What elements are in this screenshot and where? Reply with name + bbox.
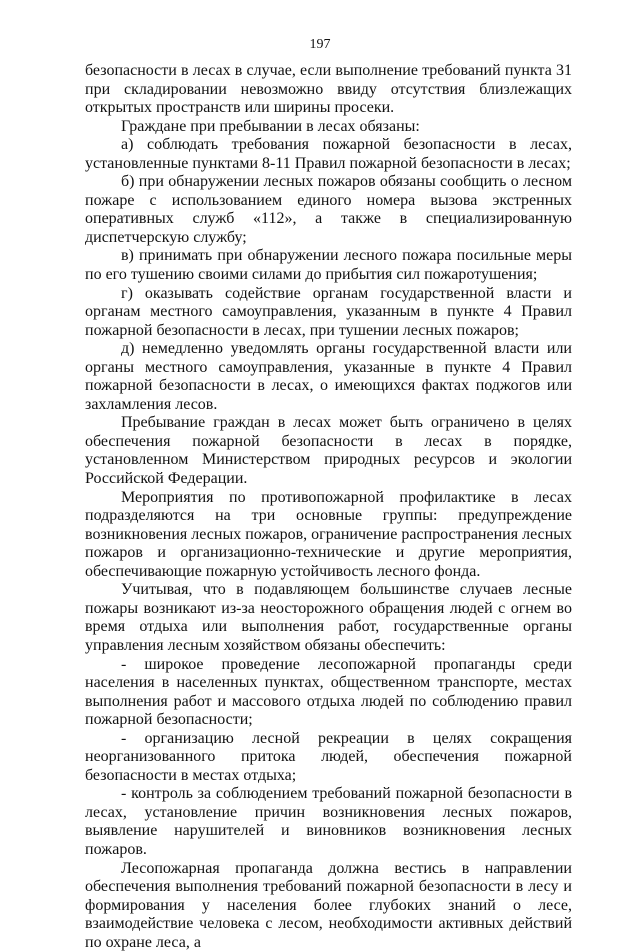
- list-item-d: д) немедленно уведомлять органы государственной власти или органы местного самоуправления, указанные в пункте 4 Правил пожарной безопасности в лесах, о имеющихся фактах поджогов или захламления лесов.: [85, 340, 572, 413]
- dash-item-recreation: - организацию лесной рекреации в целях сокращения неорганизованного притока людей, обеспечения пожарной безопасности в местах отдыха;: [85, 729, 572, 784]
- paragraph-prevention-groups: Мероприятия по противопожарной профилактике в лесах подразделяются на три основные группы: предупреждение возникновения лесных пожаров, ограничение распространения лесных пожаров и организационно-технические и другие мероприятия, обеспечивающие пожарную устойчивость лесного фонда.: [85, 488, 572, 580]
- list-item-a: а) соблюдать требования пожарной безопасности в лесах, установленные пунктами 8-11 Правил пожарной безопасности в лесах;: [85, 136, 572, 172]
- page-number: 197: [309, 37, 331, 52]
- dash-item-control: - контроль за соблюдением требований пожарной безопасности в лесах, установление причин возникновения лесных пожаров, выявление нарушителей и виновников возникновения лесных пожаров.: [85, 785, 572, 858]
- list-item-b: б) при обнаружении лесных пожаров обязаны сообщить о лесном пожаре с использованием единого номера вызова экстренных оперативных служб «112», а также в специализированную диспетчерскую службу;: [85, 173, 572, 246]
- paragraph-fire-propaganda: Лесопожарная пропаганда должна вестись в направлении обеспечения выполнения требований пожарной безопасности в лесу и формирования у населения более глубоких знаний о лесе, взаимодействие человека с лесом, необходимости активных действий по охране леса, а: [85, 859, 572, 951]
- dash-item-propaganda: - широкое проведение лесопожарной пропаганды среди населения в населенных пунктах, общественном транспорте, местах выполнения работ и массового отдыха людей по соблюдению правил пожарной безопасности;: [85, 655, 572, 729]
- list-item-v: в) принимать при обнаружении лесного пожара посильные меры по его тушению своими силами до прибытия сил пожаротушения;: [85, 247, 572, 284]
- paragraph-citizens-obligations: Граждане при пребывании в лесах обязаны:: [121, 117, 420, 135]
- paragraph-continuation: безопасности в лесах в случае, если выполнение требований пункта 31 при складировании невозможно ввиду отсутствия близлежащих открытых пространств или ширины просеки.: [85, 62, 572, 117]
- paragraph-restriction: Пребывание граждан в лесах может быть ограничено в целях обеспечения пожарной безопасности в лесах в порядке, установленном Министерством природных ресурсов и экологии Российской Федерации.: [85, 414, 572, 488]
- body-text: [85, 62, 572, 952]
- paragraph-authorities-duties: Учитывая, что в подавляющем большинстве случаев лесные пожары возникают из-за неосторожного обращения людей с огнем во время отдыха или выполнения работ, государственные органы управления лесным хозяйством обязаны обеспечить:: [85, 581, 572, 654]
- list-item-g: г) оказывать содействие органам государственной власти и органам местного самоуправления, указанным в пункте 4 Правил пожарной безопасности в лесах, при тушении лесных пожаров;: [85, 284, 572, 339]
